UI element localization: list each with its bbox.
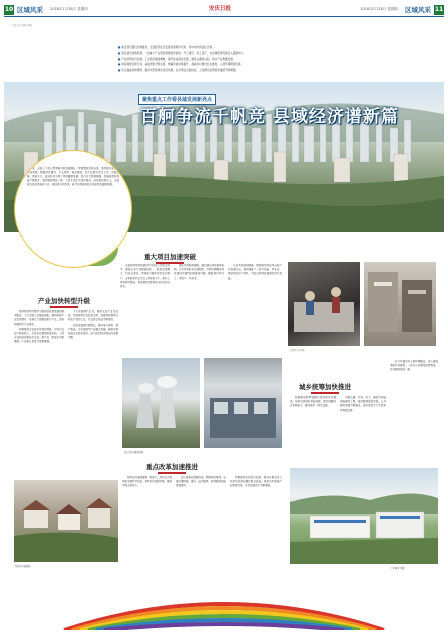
intro-bubble [14, 150, 132, 268]
date-right: 2018年1月18日 星期四 [360, 7, 398, 11]
hero-headline: 百舸争流千帆竞 县域经济谱新篇 [140, 107, 399, 127]
photo-caption: 美丽乡村新面貌 [14, 565, 31, 568]
photo-industrial-park [290, 468, 438, 564]
lead-paragraph: ■ 项目建设成效显著，一批重大产业项目相继签约落地、开工建设、竣工投产，为县域经济发展注入强劲动力。 [118, 52, 438, 56]
header-rule [4, 16, 444, 17]
page-header-left [4, 4, 214, 15]
article-paragraph: 扎实开展农村人居环境整治，深入推进美丽乡村建设，一批中心村建设成效明显，乡村面貌焕然一新。 [390, 360, 438, 372]
article-column [174, 264, 224, 282]
masthead: 安庆日报 [208, 6, 231, 12]
page-number-right: 11 [434, 6, 444, 13]
article-paragraph: 统筹推进新型城镇化和美丽乡村建设，加快完善城乡基础设施，提升城镇综合承载能力，推动城乡一体化发展。 [290, 396, 336, 408]
photo-caption: 工业园区鸟瞰 [390, 567, 405, 570]
article-column [176, 476, 226, 490]
lead-summary [118, 46, 438, 75]
photo-factory-workers [288, 262, 360, 346]
photo-power-plant [122, 358, 200, 448]
section-name-right: 区域风采 [405, 6, 431, 14]
photo-workshop [204, 358, 282, 448]
article-paragraph: 积极推进农村综合改革，稳步开展农村土地承包经营权确权登记颁证，探索农村集体产权制度改革，农村发展活力不断增强。 [230, 476, 282, 488]
article-paragraph: 注重项目谋划储备，围绕国家政策导向和产业发展方向，谋划储备了一批打基础、利长远、增后劲的重大项目，为经济持续发展奠定坚实基础。 [228, 264, 282, 280]
lead-paragraph: ■ 重点项目建设加速推进，全县经济社会发展呈现稳中有进、进中向好的良好态势。 [118, 46, 438, 50]
hero-tagline: 聚焦重点工作看县域发展新亮点 [138, 94, 216, 105]
article-column [228, 264, 282, 282]
section-title-projects: 重大项目加速突破 [120, 252, 220, 264]
section-name-left: 区域风采 [17, 6, 43, 14]
article-paragraph: 深入推进放管服改革，精简审批事项，压缩办理时限，推行一站式服务，政务服务效能显著提升。 [176, 476, 227, 488]
article-column [340, 396, 386, 414]
article-paragraph: 坚持把转型升级作为推动高质量发展的根本路径，大力实施工业强县战略，推动传统产业改造提升，培育壮大战略性新兴产业，加快构建现代产业体系。 [14, 310, 65, 326]
article-column [230, 476, 282, 490]
date-left: 2018年1月18日 星期四 [50, 7, 88, 11]
photo-caption: 重点项目建设现场 [124, 451, 144, 454]
lead-paragraph: ■ 产业转型步伐加快，工业经济提质增效，现代农业稳步发展，服务业蓬勃兴起，新兴产业集聚发展。 [118, 58, 438, 62]
photo-rural-village [14, 480, 118, 562]
page-number-left: 10 [4, 6, 14, 13]
article-paragraph: 大力发展现代农业，推进农业产业化经营，培育新型农业经营主体，发展特色种养业和农产品加工业，农业综合效益不断提高。 [68, 310, 119, 322]
article-paragraph: 全县坚持把项目建设作为经济工作的主抓手，围绕主导产业精准招商，一批投资规模大、科技含量高、带动能力强的项目成功落户。全年新签约亿元以上项目数十个，新开工项目持续增加，项目建设呈现量质齐升的良好势头。 [120, 264, 171, 289]
photo-caption: 企业生产车间 [290, 349, 305, 352]
section-title-reform: 重点改革加速推进 [122, 462, 222, 474]
article-column [14, 310, 64, 346]
section-title-urban-rural: 城乡统筹加快推进 [290, 382, 360, 394]
article-column [120, 264, 170, 290]
article-column [122, 476, 172, 490]
photo-production-line [364, 262, 436, 346]
article-column [290, 396, 336, 410]
page-header-right [234, 4, 444, 15]
section-title-industry: 产业加快转型升级 [14, 296, 114, 308]
intro-text: 近年来，全县上下深入贯彻落实新发展理念，紧紧围绕目标任务，坚持稳中求进工作总基调，聚焦项目建设、产业转型、城乡建设、民生改善等重点工作，攻坚克难，真抓实干，县域经济实现了持续健康发展，综合实力显著增强，发展质量和效益不断提升，城乡面貌焕然一新，人民生活水平稳步提高。站在新的起点上，全县将以更加昂扬的斗志、更加务实的作风，奋力开创县域经济高质量发展新局面。 [27, 167, 119, 186]
lead-paragraph: ■ 城乡面貌日新月异，基础设施不断完善，城镇功能持续提升，美丽乡村建设扎实推进，人居环境明显改善。 [118, 63, 438, 67]
article-paragraph: 实施交通、水利、电力、通信等基础设施建设工程，城乡路网更加完善，公共服务设施不断健全，城乡居民生产生活条件明显改善。 [340, 396, 386, 412]
editor-note: 本版责任编辑 编辑 [12, 24, 32, 27]
article-paragraph: 强化项目服务保障，建立健全项目推进机制，实行领导联系包保制度，及时协调解决项目建设中遇到的困难和问题，确保项目早开工、早投产、早见效。 [174, 264, 225, 280]
rainbow-decoration [4, 584, 444, 630]
article-paragraph: 坚持以改革破难题、增活力，深化重点领域和关键环节改革，持续优化营商环境，激发市场主体活力。 [122, 476, 173, 488]
article-paragraph: 加快发展现代服务业，推动电子商务、现代物流、文化旅游等产业融合发展，服务业增加值占比稳步提升，成为拉动经济增长的重要引擎。 [68, 323, 119, 340]
article-paragraph: 积极推进企业技术改造和创新，引导企业加大研发投入，支持企业建设研发机构，一批企业获批高新技术企业，新产品、新技术不断涌现，产业核心竞争力显著增强。 [14, 327, 65, 344]
article-column [390, 360, 438, 374]
article-column [68, 310, 118, 341]
lead-paragraph: ■ 民生福祉持续增进，脱贫攻坚取得决定性进展，社会事业全面进步，人民群众获得感幸福感不断增强。 [118, 69, 438, 73]
